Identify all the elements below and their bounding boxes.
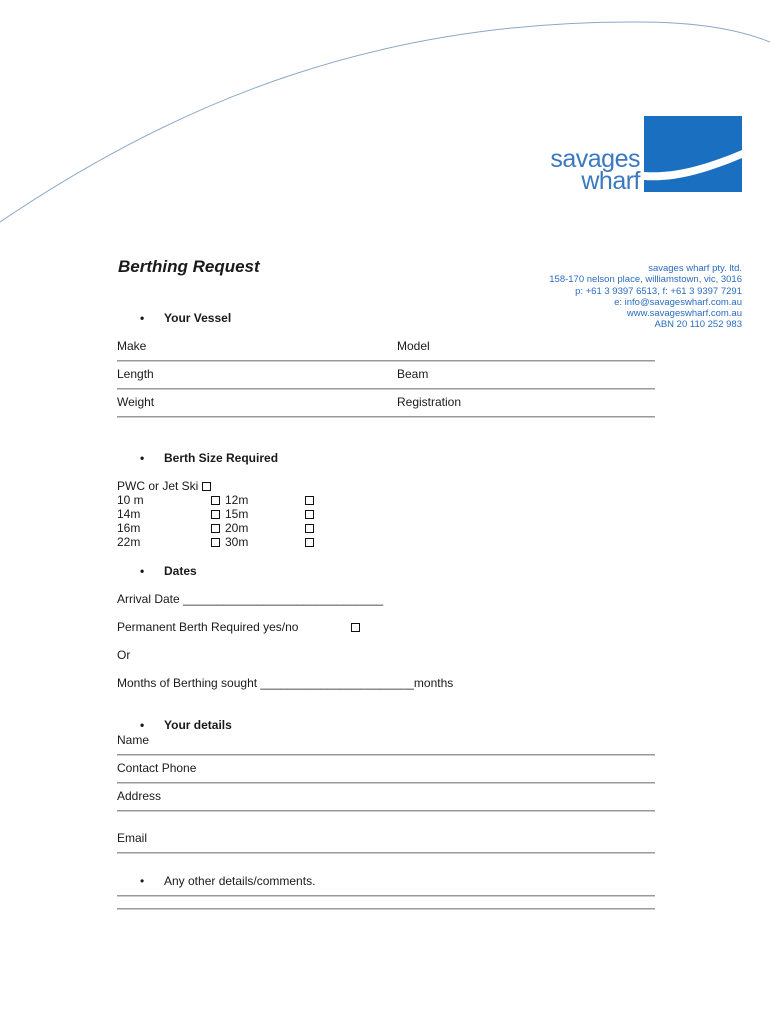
model-label: Model [397,339,430,353]
size-10m-label: 10 m [117,493,144,507]
arrival-date-field[interactable]: Arrival Date ______________________________ [117,592,384,606]
registration-label: Registration [397,395,462,409]
size-16m-checkbox[interactable] [211,524,220,533]
size-16m-label: 16m [117,521,141,535]
permanent-berth-label: Permanent Berth Required yes/no [117,620,299,634]
weight-registration-line[interactable] [117,416,655,418]
size-14m-label: 14m [117,507,141,521]
other-details-label: • Any other details/comments. [140,874,316,888]
length-beam-line[interactable] [117,388,655,390]
size-12m-label: 12m [225,493,249,507]
contact-phone-line[interactable] [117,782,655,784]
address-line[interactable] [117,810,655,812]
comments-line-2[interactable] [117,908,655,910]
beam-label: Beam [397,367,429,381]
comments-line-1[interactable] [117,895,655,897]
name-line[interactable] [117,754,655,756]
address-label: Address [117,789,162,803]
logo-mark [644,116,742,192]
make-model-line[interactable] [117,360,655,362]
email-line[interactable] [117,852,655,854]
email-label: Email [117,831,148,845]
company-details: savages wharf pty. ltd. 158-170 nelson place, williamstown, vic, 3016 p: +61 3 9397 6513, f: +61 3 9397 7291 e: info@savageswharf.com.au www.savageswharf.com.au ABN 20 110 252 983 [549,263,742,331]
length-label: Length [117,367,154,381]
page-title: Berthing Request [118,257,260,276]
months-field[interactable]: Months of Berthing sought _______________________months [117,676,454,690]
section-berth-heading: • Berth Size Required [140,451,279,465]
size-30m-label: 30m [225,535,249,549]
size-22m-label: 22m [117,535,141,549]
logo-wordmark: savages wharf [550,145,640,195]
make-label: Make [117,339,147,353]
size-14m-checkbox[interactable] [211,510,220,519]
pwc-checkbox[interactable] [202,482,211,491]
section-dates-heading: • Dates [140,564,197,578]
size-20m-checkbox[interactable] [305,524,314,533]
size-12m-checkbox[interactable] [305,496,314,505]
pwc-label: PWC or Jet Ski [117,479,211,493]
size-15m-label: 15m [225,507,249,521]
contact-phone-label: Contact Phone [117,761,197,775]
section-vessel-heading: • Your Vessel [140,311,232,325]
size-22m-checkbox[interactable] [211,538,220,547]
name-label: Name [117,733,150,747]
size-20m-label: 20m [225,521,249,535]
weight-label: Weight [117,395,155,409]
size-30m-checkbox[interactable] [305,538,314,547]
section-details-heading: • Your details [140,718,232,732]
size-10m-checkbox[interactable] [211,496,220,505]
or-label: Or [117,648,131,662]
permanent-berth-checkbox[interactable] [351,623,360,632]
size-15m-checkbox[interactable] [305,510,314,519]
